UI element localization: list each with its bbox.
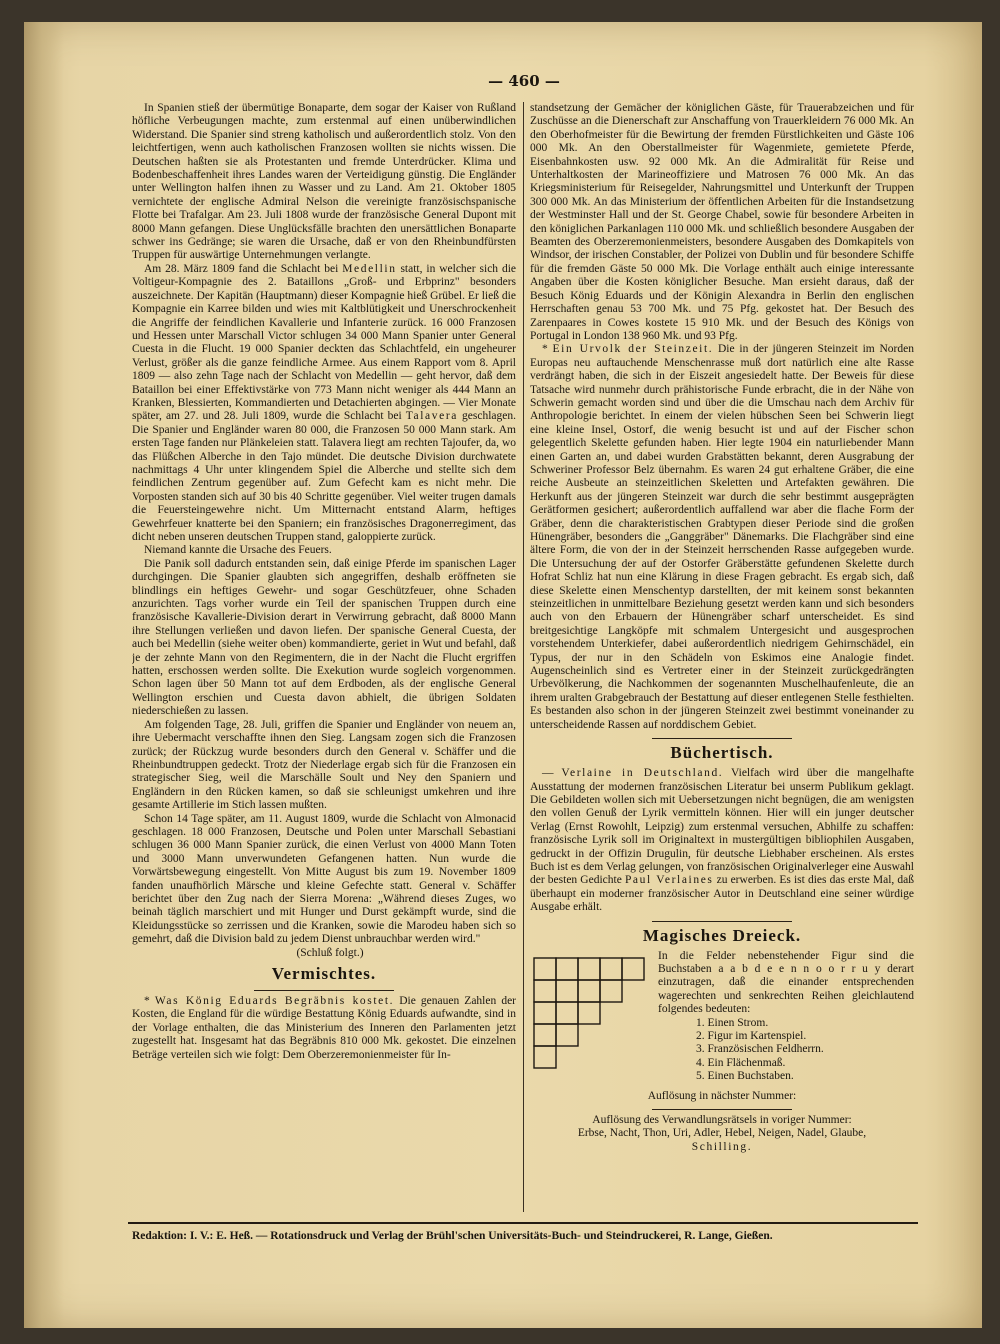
solution-last-word: Schilling. bbox=[691, 1140, 753, 1153]
footer-rule bbox=[128, 1222, 918, 1224]
section-divider bbox=[652, 738, 792, 739]
puzzle-clue: 5. Einen Buchstaben. bbox=[696, 1070, 794, 1083]
grid-cell bbox=[556, 1024, 578, 1046]
puzzle-next-note: Auflösung in nächster Nummer: bbox=[647, 1089, 797, 1102]
spaced-emphasis: Talavera bbox=[405, 410, 458, 423]
grid-cell bbox=[622, 958, 644, 980]
text-run: zu erwerben. Es ist dies das erste Mal, daß überhaupt ein moderner französischer Autor in Deutschland eine seiner würdige Ausgabe erhält. bbox=[530, 874, 914, 914]
left-column bbox=[132, 102, 516, 1220]
puzzle-intro: In die Felder nebenstehender Figur sind die Buchstaben a a b d e e n n o o r r u y derart einzutragen, daß die einander entsprechenden wagerechten und senkrechten Reihen gleichlautend folgendes bedeuten: bbox=[658, 949, 914, 1016]
text-run: * bbox=[144, 995, 155, 1007]
article-paragraph: Am folgenden Tage, 28. Juli, griffen die Spanier und Engländer von neuem an, ihre Uebermacht verschaffte ihnen den Sieg. Langsam zogen sich die Franzosen zurück; der Rückzug wurde besonders durch den General v. Schäffer und die Rheinbundtruppen gedeckt. Trotz der Niederlage ergab sich für die Franzosen ein strategischer Sieg, weil die Marschälle Soult und Ney den Spaniern und Engländern in den Rücken kamen, so daß sie schleunigst umkehren und ihre gesamte Artillerie im Stich lassen mußten. bbox=[132, 718, 516, 812]
puzzle-clue: 4. Ein Flächenmaß. bbox=[696, 1056, 786, 1069]
solution-words: Erbse, Nacht, Thon, Uri, Adler, Hebel, Neigen, Nadel, Glaube, bbox=[577, 1127, 867, 1140]
text-run: geschlagen. Die Spanier und Engländer waren 80 000, die Franzosen 50 000 Mann stark. Am ersten Tage fanden nur Plänkeleien statt. Talavera liegt am rechten Tajoufer, da, wo das Flüßchen Alberche in den Tajo mündet. Die deutsche Division durchwatete nachmittags 4 Uhr unter klingendem Spiel die Alberche und stellte sich dem feindlichen Zentrum gegenüber auf. Zum Gefecht kam es nicht mehr. Die Vorposten standen sich auf 30 bis 40 Schritte gegenüber. Viel weiter trugen damals die Feuersteingewehre nicht. Um Mitternacht entstand Alarm, heftiges Gewehrfeuer knatterte bei den Spaniern; ein französisches Dragonerregiment, das dicht neben unseren deutschen Truppen stand, galoppierte zurück. bbox=[132, 410, 516, 543]
grid-cell bbox=[578, 958, 600, 980]
imprint-footer: Redaktion: I. V.: E. Heß. — Rotationsdruck und Verlag der Brühl'schen Universitäts-Buch- und Steindruckerei, R. Lange, Gießen. bbox=[132, 1230, 773, 1242]
spaced-emphasis: Verlaine in Deutschland. bbox=[561, 767, 724, 780]
page-number: — 460 — bbox=[488, 72, 560, 90]
page-binding-shadow bbox=[24, 22, 64, 1328]
spaced-emphasis: Medellin bbox=[342, 262, 397, 275]
puzzle-clue-list bbox=[658, 1017, 914, 1084]
text-run: Die in der jüngeren Steinzeit im Norden Europas neu auftauchende Menschenrasse muß dort natürlich eine alte Rasse verdrängt haben, die sich in der Eiszeit angesiedelt hatte. Der Beweis für diese Tatsache wird nunmehr durch prähistorische Funde erbracht, die in der Nähe von Schwerin gemacht worden sind und über die die Umschau nach dem Archiv für Anthropologie berichtet. In einem der vielen hübschen Seen bei Schwerin liegt eine kleine Insel, Ostorf, die wenig besucht ist und auf der Fischer schon gelegentlich Skelette gefunden haben. Hier legte 1904 ein naturliebender Mann einen Garten an, und dabei wurden Grabstätten bekannt, deren Ausgrabung der Schweriner Professor Belz übernahm. Es waren 24 gut erhaltene Gräber, die eine reiche Ausbeute an steinzeitlichen Skeletten und Artefakten gewähren. Die Herkunft aus der jüngeren Steinzeit war durch die sehr bestimmt ausgeprägten Gerätformen gesichert; außerordentlich auffallend war aber die flache Form der Gräber, denn die charakteristischen Grabtypen dieser Periode sind die großen Hünengräber, besonders die „Ganggräber" Dänemarks. Die Flachgräber sind eine ältere Form, die von der in der Steinzeit herrschenden Rasse aufgegeben wurde. Die Untersuchung der auf der Ostorfer Gräberstätte gefundenen Skelette durch Hofrat Schliz hat nun eine Klärung in diese Fragen gebracht. Es ergab sich, daß diese Skelette einen Menschentyp darstellten, der mit keinem sonst bekannten steinzeitlichen in unmittelbare Beziehung gesetzt werden kann und sich besonders auch von den Erbauern der Hünengräber scharf unterscheidet. Es sind breitgesichtige Langköpfe mit schmalem Untergesicht und ausgesprochen vorstehendem Unterkiefer, dabei außerordentlich niedrigem Gehirnschädel, ein Typus, der nur in den Schädeln von Eskimos eine Analogie findet. Augenscheinlich sind es Vertreter einer in der Steinzeit zurückgedrängten Urbevölkerung, die Nachkommen der sogenannten Muschelhaufenleute, die an ihrem uralten Grabgebrauch der Bestattung auf dieser entlegenen Stelle festhielten. Es bestanden also schon in der jüngeren Steinzeit zwei bestimmt voneinander zu unterscheidende Rassen auf norddischem Gebiet. bbox=[530, 343, 914, 731]
puzzle-clue: 2. Figur im Kartenspiel. bbox=[696, 1030, 807, 1042]
grid-cell bbox=[578, 980, 600, 1002]
grid-cell bbox=[534, 1002, 556, 1024]
article-paragraph bbox=[530, 767, 914, 914]
grid-cell bbox=[556, 980, 578, 1002]
grid-cell bbox=[600, 980, 622, 1002]
article-paragraph: In Spanien stieß der übermütige Bonaparte, dem sogar der Kaiser von Rußland höfliche Verbeugungen machte, zum erstenmal auf einen unüberwindlichen Widerstand. Die Spanier sind streng katholisch und außerordentlich stolz. Von den leichtfertigen, wenn auch katholischen Franzosen wollten sie nichts wissen. Die Deutschen haßten sie als Protestanten und fremde Unterdrücker. Klima und Bodenbeschaffenheit ihres Landes waren der Verteidigung günstig. Die Engländer unter Wellington halfen ihnen zu Wasser und zu Land. Am 21. Oktober 1805 vernichtete der englische Admiral Nelson die vereinigte französischspanische Flotte bei Trafalgar. Am 23. Juli 1808 wurde der französische General Dupont mit 8000 Mann gefangen. Diese Unglücksfälle brachten den unersättlichen Bonaparte schwer ins Gedränge; sie waren die Ursache, daß er von den Rheinbundfürsten Truppen für auswärtige Unternehmungen verlangte. bbox=[132, 102, 516, 262]
section-divider bbox=[652, 1109, 792, 1110]
article-paragraph: Niemand kannte die Ursache des Feuers. bbox=[144, 544, 332, 557]
article-paragraph: Die Panik soll dadurch entstanden sein, daß einige Pferde im spanischen Lager durchgingen. Die Spanier glaubten sich angegriffen, deshalb eröffneten sie blindlings ein heftiges Gewehr- und sogar Geschützfeuer, ohne Schaden anzurichten. Tags vorher wurde ein Teil der spanischen Truppen durch eine französische Kavallerie-Division derart in Verwirrung gebracht, daß 8000 Mann ihre Stellungen verließen und davon liefen. Der spanische General Cuesta, der auch bei Medellin (siehe weiter oben) kommandierte, geriet in Wut und befahl, daß je der zehnte Mann von den Regimentern, die in der Nacht die Flucht ergriffen hatten, erschossen werden sollte. Die Exekution wurde sogleich vorgenommen. Schon lagen über 50 Mann tot auf dem Erdboden, als der englische General Wellington erschien und Cuesta davon abhielt, die übrigen Soldaten niederschießen zu lassen. bbox=[132, 557, 516, 718]
grid-cell bbox=[534, 980, 556, 1002]
article-paragraph: Schon 14 Tage später, am 11. August 1809, wurde die Schlacht von Almonacid geschlagen. 18 000 Franzosen, Deutsche und Polen unter Marschall Sebastiani schlugen 36 000 Mann Spanier zurück, die einen Verlust von 4000 Mann Toten und 3000 Mann unverwundeten Gefangenen hatten. Nun wurde die Vorwärtsbewegung eingestellt. Von Mitte August bis zum 19. November 1809 fanden unaufhörlich Märsche und kleine Gefechte statt. General v. Schäffer berichtet über den Zug nach der Sierra Morena: „Während dieses Zuges, wo beinah täglich marschiert und mit Hunger und Durst gekämpft wurde, sind die Kleidungsstücke so zerrissen und die Kranken, sowie die Marodeu haben sich so gemehrt, daß die Division bald zu jedem Dienst unbrauchbar werden wird." bbox=[132, 812, 516, 946]
text-run: — bbox=[542, 767, 562, 780]
magic-triangle-grid bbox=[530, 954, 650, 1074]
grid-cell bbox=[556, 958, 578, 980]
section-heading-vermischtes: Vermischtes. bbox=[271, 964, 377, 983]
text-run: Die genauen Zahlen der Kosten, die England für die würdige Bestattung König Eduards aufwandte, sind in der Vorlage enthalten, die das Ministerium des Inneren den Parlamenten jetzt zugestellt hat. Insgesamt hat das Begräbnis 810 000 Mk. gekostet. Die einzelnen Beträge verteilen sich wie folgt: Dem Oberzeremonienmeister für In- bbox=[132, 995, 516, 1061]
spaced-emphasis: Was König Eduards Begräbnis kostet. bbox=[154, 995, 395, 1007]
page-number-value: 460 bbox=[508, 72, 540, 90]
column-divider bbox=[523, 102, 524, 1212]
text-run: Am 28. März 1809 fand die Schlacht bei bbox=[144, 262, 343, 275]
text-run: statt, in welcher sich die Voltigeur-Kompagnie des 2. Bataillons „Groß- und Erbprinz" besonders auszeichnete. Der Kapitän (Hauptmann) dieser Kompagnie hieß Grübel. Er ließ die Kompagnie ein Karree bilden und wies mit Kaltblütigkeit und Unerschrockenheit die Angriffe der feindlichen Kavallerie und Infanterie zurück. 16 000 Franzosen und Hessen unter Marschall Victor schlugen 34 000 Mann Spanier unter General Cuesta in die Flucht. 19 000 Spanier deckten das Schlachtfeld, ein ungeheurer Verlust, größer als die ganze feindliche Armee. Aus einem Rapport vom 8. April 1809 — also zehn Tage nach der Schlacht von Medellin — geht hervor, daß dem Bataillon bei einer Effektivstärke von 773 Mann nicht weniger als 444 Mann an Kranken, Blessierten, Kommandierten und Detachierten abgingen. — Vier Monate später, am 27. und 28. Juli 1809, wurde die Schlacht bei bbox=[132, 262, 516, 423]
right-column bbox=[530, 102, 914, 1220]
section-divider bbox=[254, 990, 394, 991]
solution-heading: Auflösung des Verwandlungsrätsels in voriger Nummer: bbox=[592, 1113, 852, 1126]
newspaper-page bbox=[24, 22, 982, 1328]
spaced-emphasis: Ein Urvolk der Steinzeit. bbox=[552, 343, 714, 356]
article-paragraph: standsetzung der Gemächer der königlichen Gäste, für Trauerabzeichen und für Zuschüsse an die Dienerschaft zur Anschaffung von Trauerkleidern 76 000 Mk. An den Oberhofmeister für die Bewirtung der fremden Fürstlichkeiten und Gäste 106 000 Mk. An den Oberstallmeister für Wagenmiete, gemietete Pferde, Eisenbahnkosten usw. 92 000 Mk. An die Admiralität für Reise und Unterhaltkosten der Marineoffiziere und Matrosen 76 000 Mk. An das Kriegsministerium für Reisegelder, Nahrungsmittel und Unterkunft der Truppen 300 000 Mk. An das Ministerium der öffentlichen Arbeiten für die Instandsetzung der Westminster Hall und der St. George Chabel, sowie für besondere Arbeiten in den königlichen Parkanlagen 110 000 Mk. und schließlich besondere Ausgaben der Beamten des Oberzeremonienmeisters, besondere Ausgaben des Domkapitels von Windsor, der irischen Constabler, der Polizei von Dublin und für besondere Schiffe für die fremden Gäste 50 000 Mk. Die Vorlage enthält auch einige interessante Angaben über die Kosten königlicher Besuche. Man ersieht daraus, daß der Besuch König Eduards und der Königin Alexandra in Berlin den englischen Herrschaften genau 53 700 Mk. und 75 Pfg. gekostet hat. Der Besuch des Zarenpaares in Cowes kostete 15 910 Mk. und der Besuch des Königs von Portugal in London 138 960 Mk. und 93 Pfg. bbox=[530, 102, 914, 342]
spaced-emphasis: Paul Verlaines bbox=[624, 874, 714, 887]
section-divider bbox=[652, 921, 792, 922]
puzzle-clue: 1. Einen Strom. bbox=[696, 1016, 769, 1029]
puzzle-clue: 3. Französischen Feldherrn. bbox=[696, 1043, 824, 1056]
puzzle-description bbox=[658, 950, 914, 1084]
text-run: Vielfach wird über die mangelhafte Ausstattung der modernen französischen Literatur bei unserm Publikum geklagt. Die Gebildeten wollen sich mit Uebersetzungen nicht begnügen, die am wenigsten den vollen Genuß der Lyrik vermitteln können. Hier will ein junger deutscher Verlag (Ernst Rowohlt, Leipzig) zum erstenmal versuchen, Abhilfe zu schaffen: französische Lyrik soll im Originaltext in mustergültigen bibliophilen Ausgaben, gedruckt in der Offizin Drugulin, für deutsche Liebhaber erscheinen. Als erstes Buch ist es dem Verlag gelungen, von französischen Originalverleger eine Auswahl der besten Gedichte bbox=[530, 767, 914, 887]
magic-triangle-puzzle bbox=[530, 950, 914, 1090]
grid-cell bbox=[534, 958, 556, 980]
grid-cell bbox=[556, 1002, 578, 1024]
grid-cell bbox=[578, 1002, 600, 1024]
section-heading-buechertisch: Büchertisch. bbox=[670, 743, 774, 763]
article-paragraph bbox=[132, 263, 516, 545]
grid-cell bbox=[534, 1046, 556, 1068]
section-heading-magisches-dreieck: Magisches Dreieck. bbox=[642, 925, 802, 945]
article-paragraph bbox=[530, 343, 914, 732]
article-paragraph bbox=[132, 995, 516, 1062]
continuation-note: (Schluß folgt.) bbox=[296, 946, 364, 959]
grid-cell bbox=[600, 958, 622, 980]
grid-cell bbox=[534, 1024, 556, 1046]
text-run: * bbox=[542, 343, 553, 356]
